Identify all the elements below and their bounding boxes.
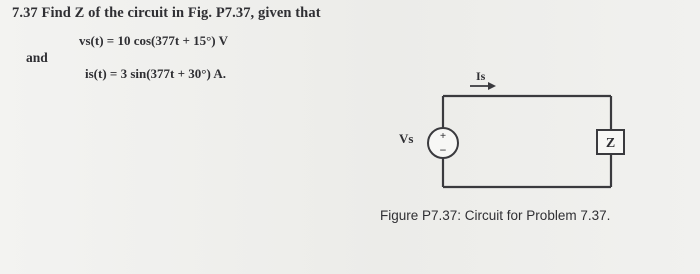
current-label: Is [476, 69, 486, 83]
current-arrow-head [488, 82, 496, 90]
voltage-equation: vs(t) = 10 cos(377t + 15°) V [79, 33, 229, 48]
and-word: and [26, 50, 48, 65]
plus-sign: + [439, 130, 447, 142]
impedance-label: Z [605, 136, 616, 151]
problem-title: 7.37 Find Z of the circuit in Fig. P7.37, given that [12, 5, 321, 21]
current-equation: is(t) = 3 sin(377t + 30°) A. [85, 66, 226, 81]
circuit-diagram [360, 69, 660, 194]
source-label: Vs [399, 131, 414, 146]
figure-caption: Figure P7.37: Circuit for Problem 7.37. [380, 208, 611, 223]
minus-sign: − [439, 143, 447, 157]
